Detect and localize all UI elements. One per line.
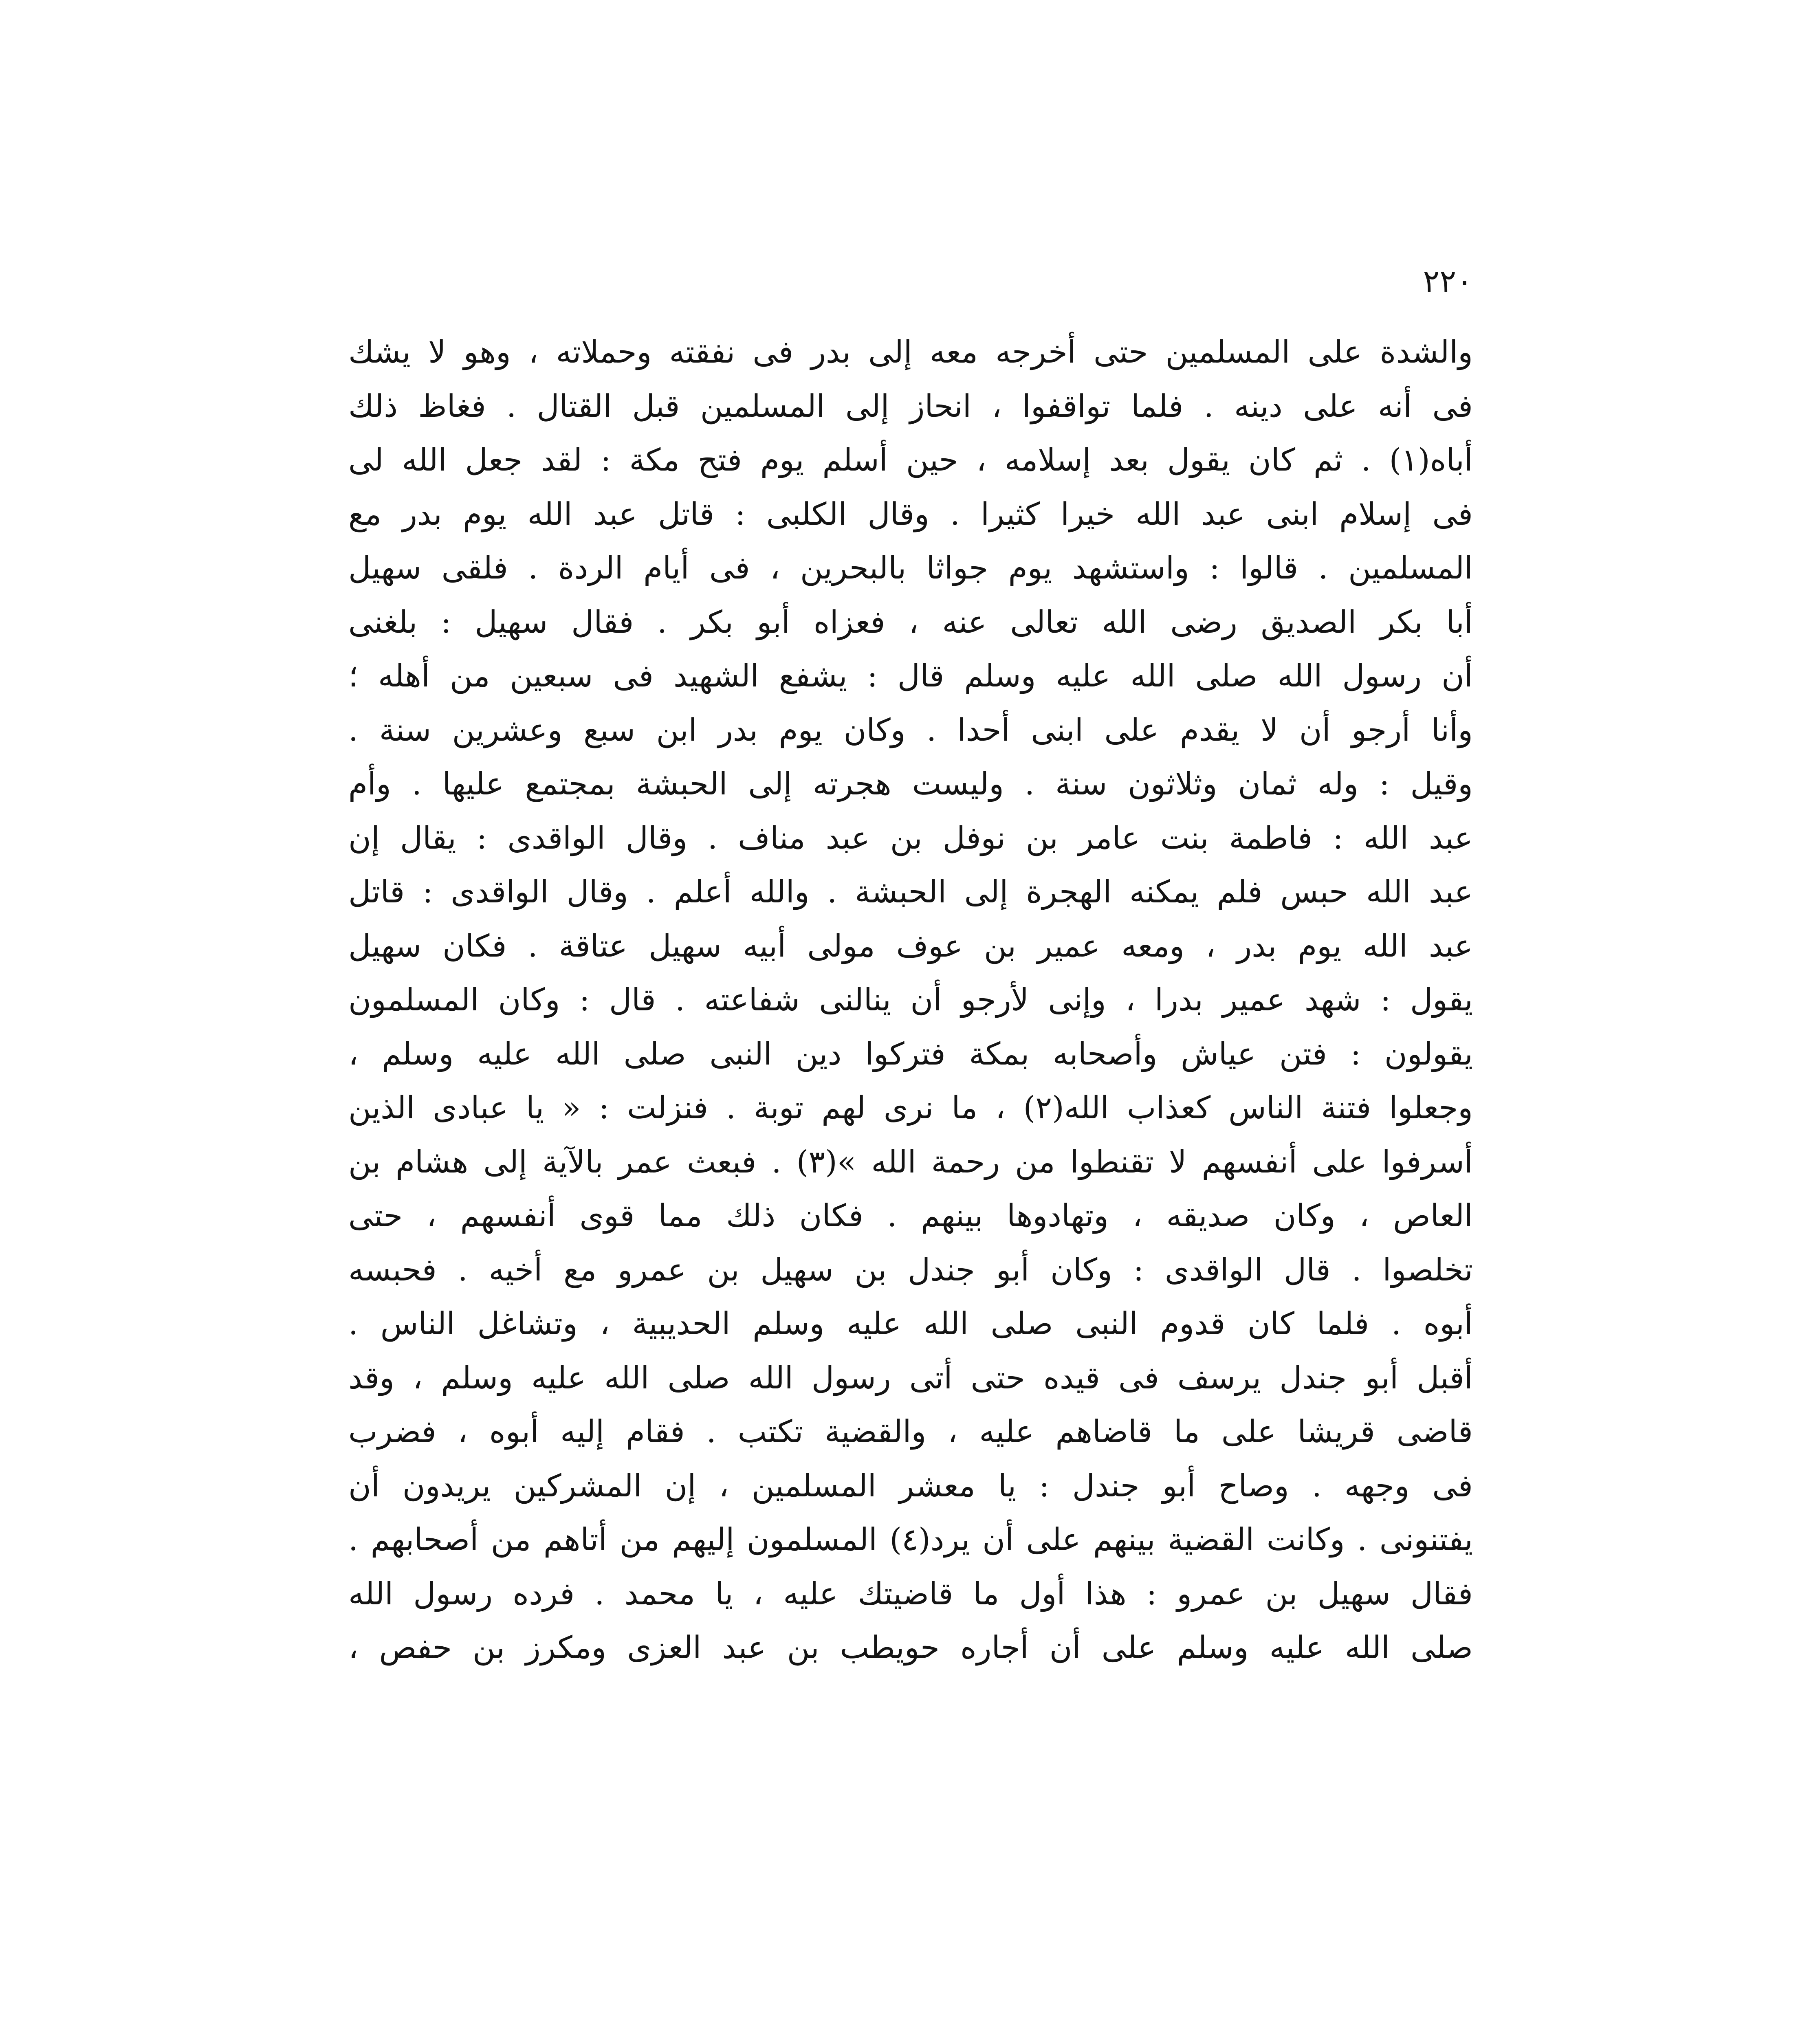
text-line: فى وجهه . وصاح أبو جندل : يا معشر المسلمين ، إن المشركين يريدون أن (348, 1467, 1473, 1504)
text-line: عبد الله يوم بدر ، ومعه عمير بن عوف مولى أبيه سهيل عتاقة . فكان سهيل (348, 927, 1473, 964)
text-line: يقول : شهد عمير بدرا ، وإنى لأرجو أن ينالنى شفاعته . قال : وكان المسلمون (348, 981, 1473, 1018)
page-number: ٢٢٠ (1423, 263, 1473, 299)
text-line: وقيل : وله ثمان وثلاثون سنة . وليست هجرته إلى الحبشة بمجتمع عليها . وأم (348, 766, 1473, 802)
text-line: المسلمين . قالوا : واستشهد يوم جواثا بالبحرين ، فى أيام الردة . فلقى سهيل (348, 550, 1473, 586)
text-line: أبا بكر الصديق رضى الله تعالى عنه ، فعزاه أبو بكر . فقال سهيل : بلغنى (348, 603, 1473, 640)
text-line: تخلصوا . قال الواقدى : وكان أبو جندل بن سهيل بن عمرو مع أخيه . فحبسه (348, 1251, 1473, 1288)
text-line: يقولون : فتن عياش وأصحابه بمكة فتركوا دين النبى صلى الله عليه وسلم ، (348, 1035, 1473, 1072)
text-line: قاضى قريشا على ما قاضاهم عليه ، والقضية تكتب . فقام إليه أبوه ، فضرب (348, 1413, 1473, 1450)
text-line: والشدة على المسلمين حتى أخرجه معه إلى بدر فى نفقته وحملاته ، وهو لا يشك (348, 334, 1473, 370)
text-line: يفتنونى . وكانت القضية بينهم على أن يرد(٤) المسلمون إليهم من أتاهم من أصحابهم . (348, 1521, 1473, 1557)
text-line: أسرفوا على أنفسهم لا تقنطوا من رحمة الله »(٣) . فبعث عمر بالآية إلى هشام بن (348, 1143, 1473, 1180)
text-line: صلى الله عليه وسلم على أن أجاره حويطب بن عبد العزى ومكرز بن حفص ، (348, 1629, 1473, 1665)
text-line: وأنا أرجو أن لا يقدم على ابنى أحدا . وكان يوم بدر ابن سبع وعشرين سنة . (348, 711, 1473, 748)
text-line: أن رسول الله صلى الله عليه وسلم قال : يشفع الشهيد فى سبعين من أهله ؛ (348, 658, 1473, 694)
text-line: أبوه . فلما كان قدوم النبى صلى الله عليه وسلم الحديبية ، وتشاغل الناس . (348, 1305, 1473, 1342)
text-line: فقال سهيل بن عمرو : هذا أول ما قاضيتك عليه ، يا محمد . فرده رسول الله (348, 1575, 1473, 1612)
body-text (348, 325, 1473, 1675)
text-line: وجعلوا فتنة الناس كعذاب الله(٢) ، ما نرى لهم توبة . فنزلت : « يا عبادى الذين (348, 1089, 1473, 1126)
text-line: عبد الله : فاطمة بنت عامر بن نوفل بن عبد مناف . وقال الواقدى : يقال إن (348, 819, 1473, 856)
text-line: عبد الله حبس فلم يمكنه الهجرة إلى الحبشة . والله أعلم . وقال الواقدى : قاتل (348, 873, 1473, 910)
text-line: العاص ، وكان صديقه ، وتهادوها بينهم . فكان ذلك مما قوى أنفسهم ، حتى (348, 1197, 1473, 1234)
text-line: أقبل أبو جندل يرسف فى قيده حتى أتى رسول الله صلى الله عليه وسلم ، وقد (348, 1359, 1473, 1396)
text-line: أباه(١) . ثم كان يقول بعد إسلامه ، حين أسلم يوم فتح مكة : لقد جعل الله لى (348, 442, 1473, 478)
text-line: فى إسلام ابنى عبد الله خيرا كثيرا . وقال الكلبى : قاتل عبد الله يوم بدر مع (348, 495, 1473, 532)
text-line: فى أنه على دينه . فلما تواقفوا ، انحاز إلى المسلمين قبل القتال . فغاظ ذلك (348, 387, 1473, 424)
